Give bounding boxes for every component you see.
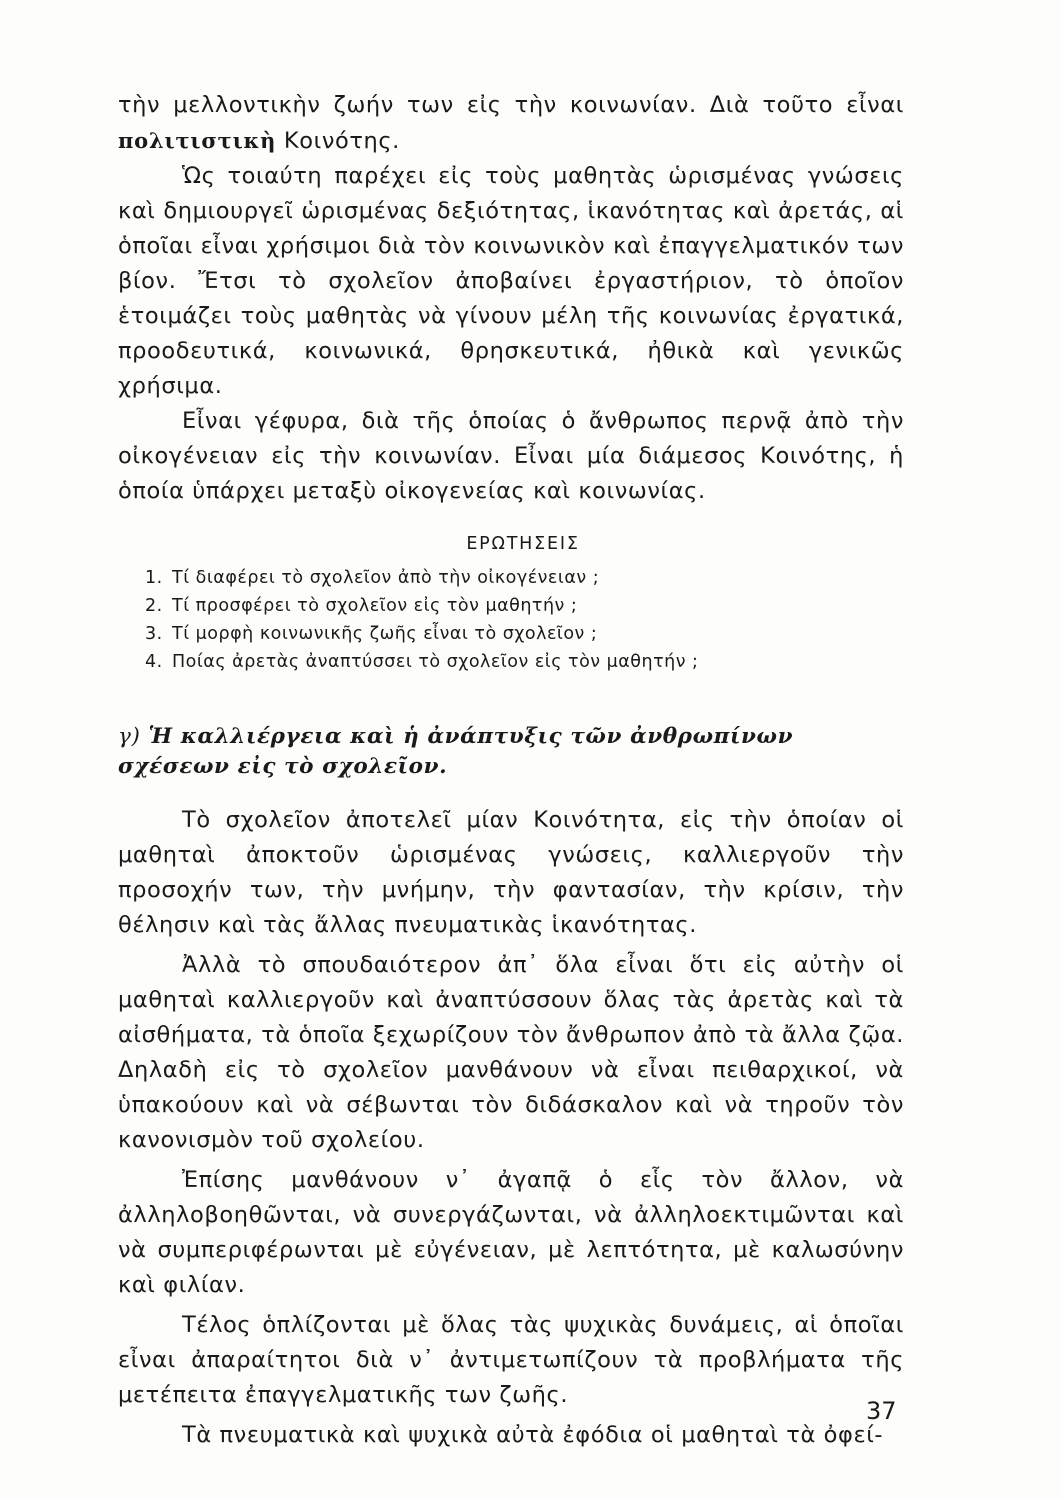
paragraph-final-fragment: Τὰ πνευματικὰ καὶ ψυχικὰ αὐτὰ ἐφόδια οἱ μαθηταὶ τὰ ὀφεί- (182, 1422, 884, 1448)
paragraph-mutual-love: Ἐπίσης μανθάνουν ν᾽ ἀγαπᾷ ὁ εἷς τὸν ἄλλον, νὰ ἀλληλοβοηθῶνται, νὰ συνεργάζωνται, νὰ ἀλληλοεκτιμῶνται καὶ νὰ συμπεριφέρωνται μὲ εὐγένειαν, μὲ λεπτότητα, μὲ καλωσύνην καὶ φιλίαν. (118, 1167, 904, 1298)
page-body (118, 88, 904, 1453)
question-item (145, 620, 904, 648)
paragraph-lead-text: τὴν μελλοντικὴν ζωήν των εἰς τὴν κοινωνίαν. Διὰ τοῦτο εἶναι (118, 92, 904, 118)
section-label: γ) (118, 724, 141, 749)
question-text: Τί προσφέρει τὸ σχολεῖον εἰς τὸν μαθητήν ; (172, 596, 578, 616)
section-title: Ἡ καλλιέργεια καὶ ἡ ἀνάπτυξις τῶν ἀνθρωπίνων σχέσεων εἰς τὸ σχολεῖον. (118, 724, 794, 779)
paragraph-school-bridge: Εἶναι γέφυρα, διὰ τῆς ὁποίας ὁ ἄνθρωπος περνᾷ ἀπὸ τὴν οἰκογένειαν εἰς τὴν κοινωνίαν. Εἶναι μία διάμεσος Κοινότης, ἡ ὁποία ὑπάρχει μεταξὺ οἰκογενείας καὶ κοινωνίας. (118, 408, 904, 504)
question-number: 2. (145, 596, 163, 616)
questions-heading: ΕΡΩΤΗΣΕΙΣ (466, 534, 580, 554)
question-item (145, 648, 904, 676)
paragraph-psychic-powers: Τέλος ὁπλίζονται μὲ ὅλας τὰς ψυχικὰς δυνάμεις, αἱ ὁποῖαι εἶναι ἀπαραίτητοι διὰ ν᾽ ἀντιμετωπίζουν τὰ προβλήματα τῆς μετέπειτα ἐπαγγελματικῆς των ζωῆς. (118, 1312, 904, 1408)
question-number: 4. (145, 652, 163, 672)
question-item (145, 564, 904, 592)
question-number: 1. (145, 568, 163, 588)
questions-list (118, 564, 904, 676)
paragraph-tail-text: Κοινότης. (276, 128, 400, 154)
question-text: Τί μορφὴ κοινωνικῆς ζωῆς εἶναι τὸ σχολεῖον ; (172, 624, 598, 644)
question-item (145, 592, 904, 620)
section-heading (118, 722, 904, 782)
paragraph-continuation (118, 88, 904, 159)
page-number: 37 (866, 1397, 897, 1425)
paragraph-community: Τὸ σχολεῖον ἀποτελεῖ μίαν Κοινότητα, εἰς τὴν ὁποίαν οἱ μαθηταὶ ἀποκτοῦν ὡρισμένας γνώσεις, καλλιεργοῦν τὴν προσοχήν των, τὴν μνήμην, τὴν φαντασίαν, τὴν κρίσιν, τὴν θέλησιν καὶ τὰς ἄλλας πνευματικὰς ἱκανότητας. (118, 807, 904, 938)
question-number: 3. (145, 624, 163, 644)
question-text: Ποίας ἀρετὰς ἀναπτύσσει τὸ σχολεῖον εἰς τὸν μαθητήν ; (172, 652, 699, 672)
bold-term: πολιτιστικὴ (118, 128, 277, 153)
paragraph-school-skills: Ὡς τοιαύτη παρέχει εἰς τοὺς μαθητὰς ὡρισμένας γνώσεις καὶ δημιουργεῖ ὡρισμένας δεξιότητας, ἱκανότητας καὶ ἀρετάς, αἱ ὁποῖαι εἶναι χρήσιμοι διὰ τὸν κοινωνικὸν καὶ ἐπαγγελματικόν των βίον. Ἔτσι τὸ σχολεῖον ἀποβαίνει ἐργαστήριον, τὸ ὁποῖον ἑτοιμάζει τοὺς μαθητὰς νὰ γίνουν μέλη τῆς κοινωνίας ἐργατικά, προοδευτικά, κοινωνικά, θρησκευτικά, ἠθικὰ καὶ γενικῶς χρήσιμα. (118, 163, 904, 399)
paragraph-virtues: Ἀλλὰ τὸ σπουδαιότερον ἀπ᾽ ὅλα εἶναι ὅτι εἰς αὐτὴν οἱ μαθηταὶ καλλιεργοῦν καὶ ἀναπτύσσουν ὅλας τὰς ἀρετὰς καὶ τὰ αἰσθήματα, τὰ ὁποῖα ξεχωρίζουν τὸν ἄνθρωπον ἀπὸ τὰ ἄλλα ζῷα. Δηλαδὴ εἰς τὸ σχολεῖον μανθάνουν νὰ εἶναι πειθαρχικοί, νὰ ὑπακούουν καὶ νὰ σέβωνται τὸν διδάσκαλον καὶ νὰ τηροῦν τὸν κανονισμὸν τοῦ σχολείου. (118, 952, 904, 1153)
question-text: Τί διαφέρει τὸ σχολεῖον ἀπὸ τὴν οἰκογένειαν ; (172, 568, 600, 588)
